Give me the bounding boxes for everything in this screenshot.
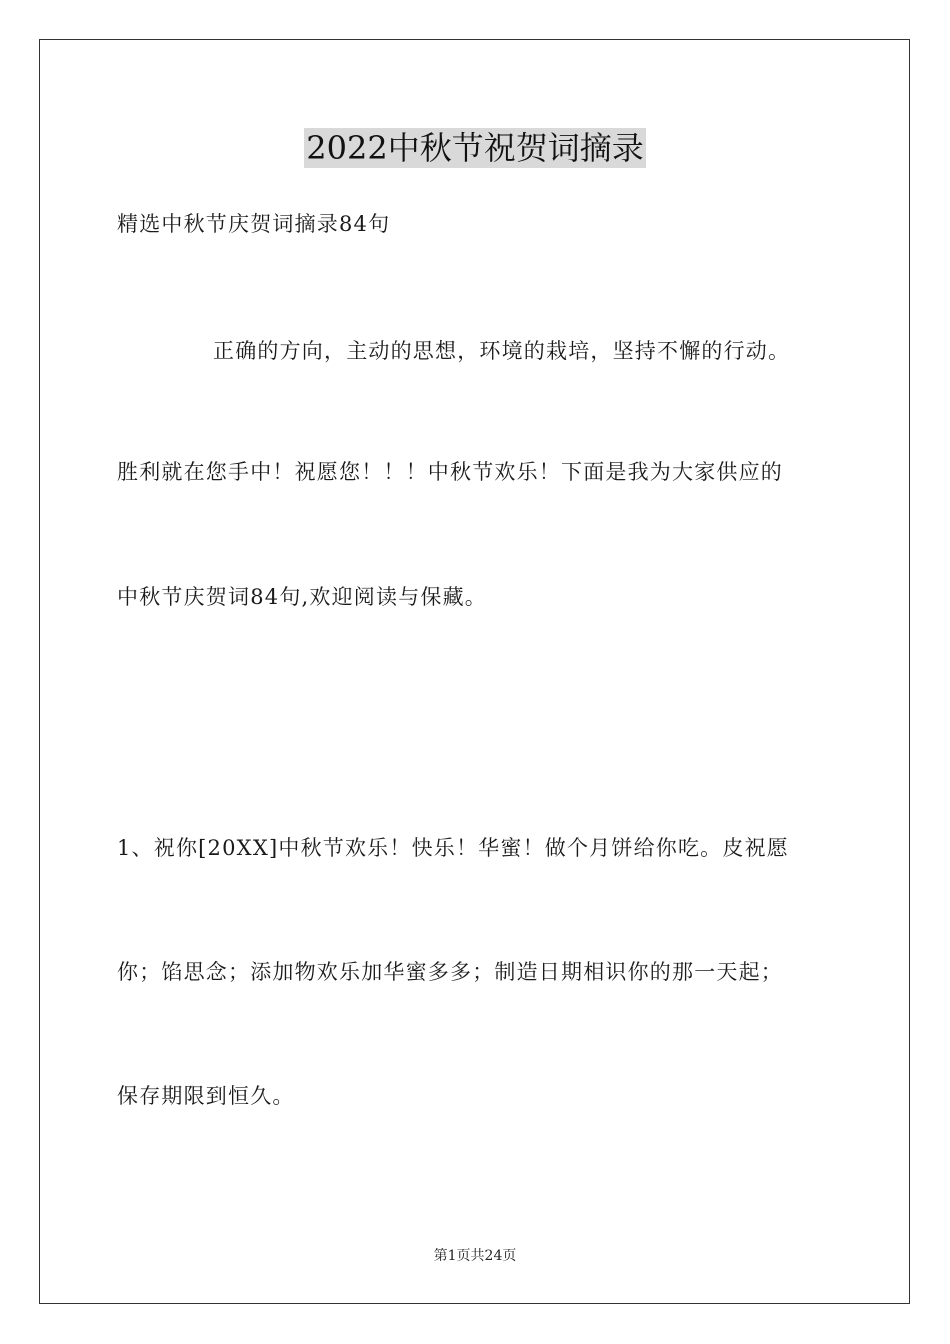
paragraph-line: 保存期限到恒久。 xyxy=(117,1084,295,1108)
page-title: 2022中秋节祝贺词摘录 xyxy=(306,129,644,167)
paragraph-line: 1、祝你[20XX]中秋节欢乐！快乐！华蜜！做个月饼给你吃。皮祝愿 xyxy=(117,836,789,860)
page-number: 第1页 xyxy=(433,1248,471,1264)
title-container xyxy=(0,128,950,168)
page-footer xyxy=(0,1246,950,1266)
paragraph-line: 胜利就在您手中！祝愿您！！！中秋节欢乐！下面是我为大家供应的 xyxy=(117,460,783,484)
paragraph-line: 正确的方向，主动的思想，环境的栽培，坚持不懈的行动。 xyxy=(213,339,791,363)
subtitle-line: 精选中秋节庆贺词摘录84句 xyxy=(117,212,391,236)
page-total: 共24页 xyxy=(470,1248,517,1264)
paragraph-line: 你；馅思念；添加物欢乐加华蜜多多；制造日期相识你的那一天起； xyxy=(117,960,783,984)
paragraph-line: 中秋节庆贺词84句,欢迎阅读与保藏。 xyxy=(117,585,487,609)
